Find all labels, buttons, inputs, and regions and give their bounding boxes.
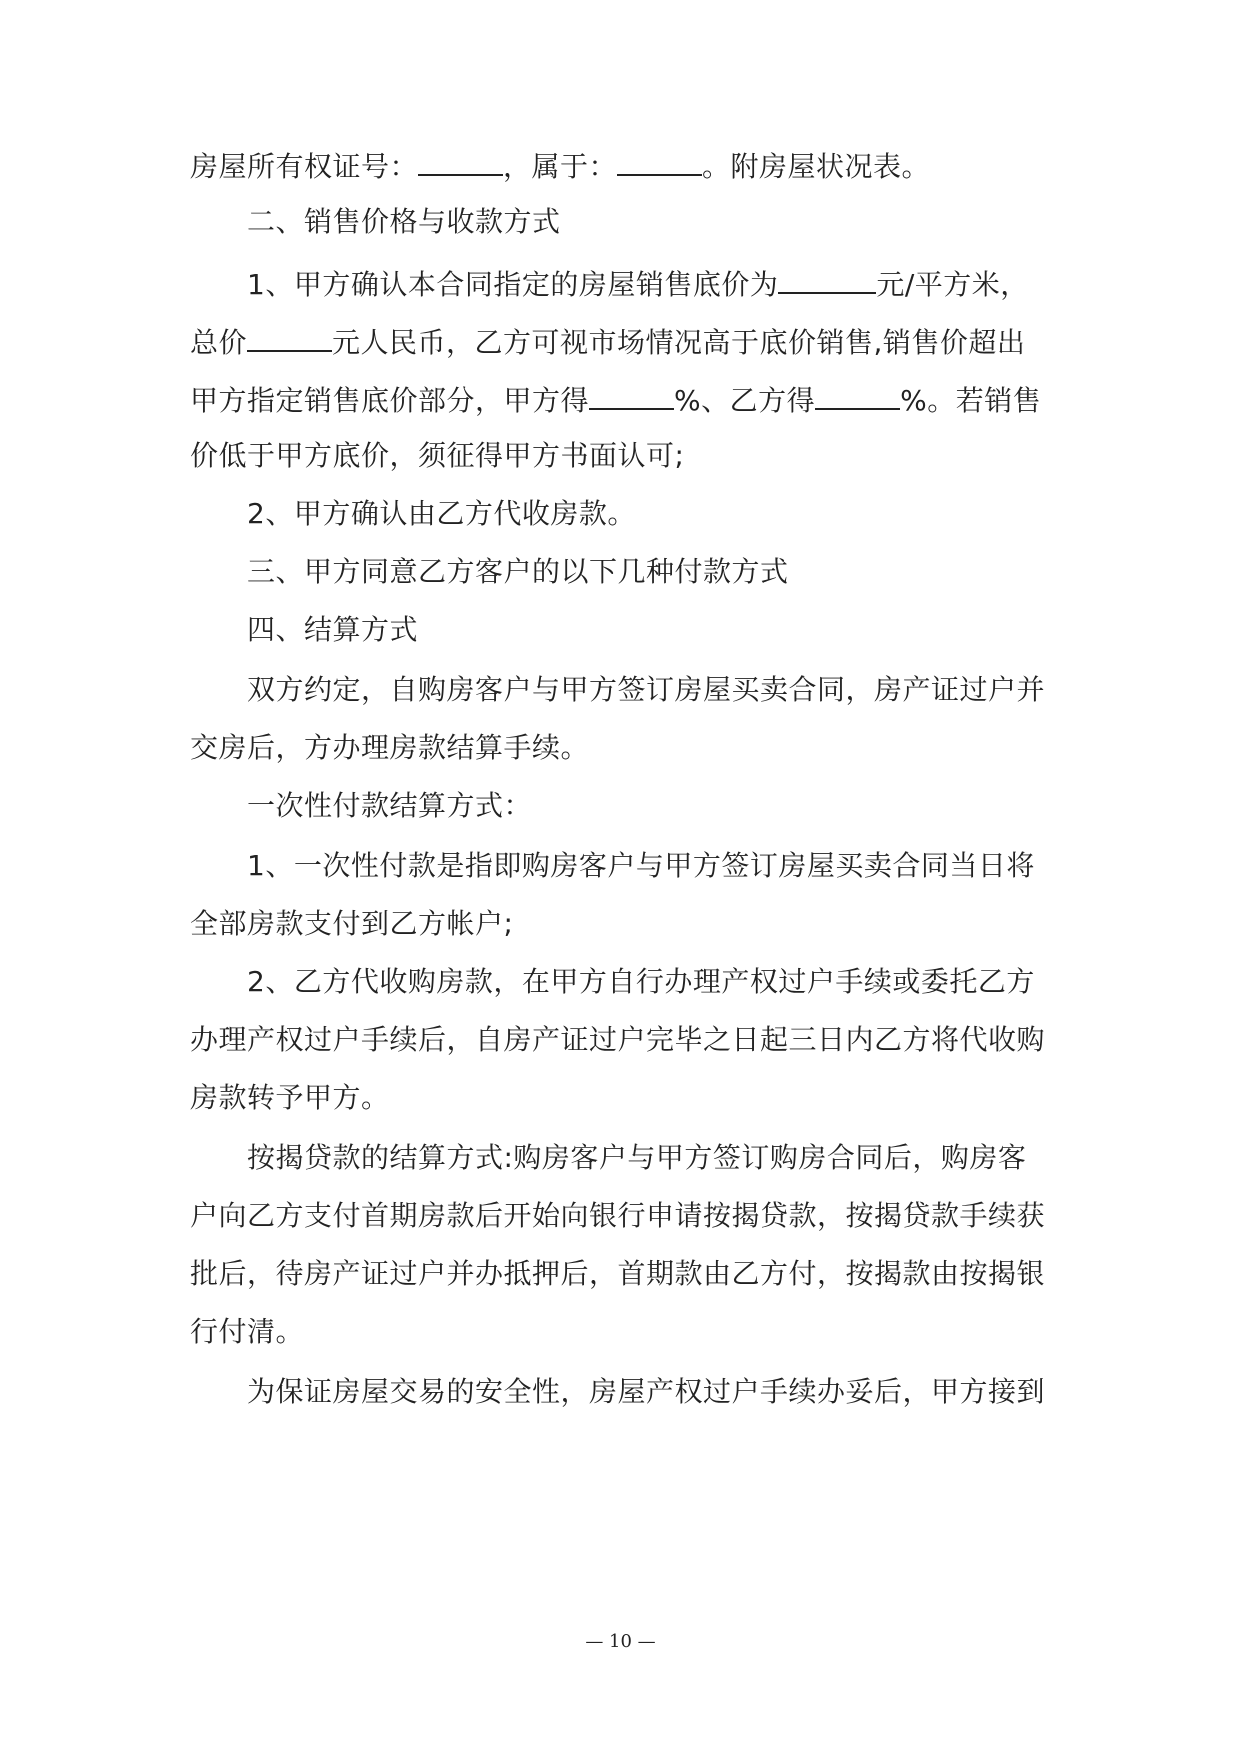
text-segment: 总价 — [190, 326, 248, 359]
paragraph-security-line-1: 为保证房屋交易的安全性，房屋产权过户手续办妥后，甲方接到 — [247, 1375, 1046, 1408]
paragraph-lump-sum-2-line-1: 2、乙方代收购房款，在甲方自行办理产权过户手续或委托乙方 — [247, 965, 1035, 998]
paragraph-lump-sum-1-line-1: 1、一次性付款是指即购房客户与甲方签订房屋买卖合同当日将 — [247, 849, 1035, 882]
paragraph-collection: 2、甲方确认由乙方代收房款。 — [247, 497, 636, 530]
blank-underline — [778, 262, 876, 294]
blank-underline — [589, 378, 674, 410]
paragraph-price-line-1 — [247, 262, 1029, 305]
paragraph-agreement-line-2: 交房后，方办理房款结算手续。 — [190, 731, 590, 764]
section-heading-3: 三、甲方同意乙方客户的以下几种付款方式 — [247, 555, 789, 588]
blank-underline — [617, 144, 702, 176]
paragraph-lump-sum-1-line-2: 全部房款支付到乙方帐户; — [190, 907, 514, 940]
text-segment: 。附房屋状况表。 — [702, 150, 931, 183]
paragraph-agreement-line-1: 双方约定，自购房客户与甲方签订房屋买卖合同，房产证过户并 — [247, 673, 1046, 706]
blank-underline — [247, 320, 332, 352]
text-segment: 1、甲方确认本合同指定的房屋销售底价为 — [247, 268, 779, 301]
page-number: — 10 — — [585, 1631, 656, 1652]
paragraph-mortgage-line-3: 批后，待房产证过户并办抵押后，首期款由乙方付，按揭款由按揭银 — [190, 1257, 1046, 1290]
paragraph-lump-sum-2-line-3: 房款转予甲方。 — [190, 1081, 390, 1114]
paragraph-lump-sum-heading: 一次性付款结算方式： — [247, 789, 533, 822]
blank-underline — [815, 378, 900, 410]
section-heading-2: 二、销售价格与收款方式 — [247, 205, 561, 238]
section-heading-4: 四、结算方式 — [247, 613, 419, 646]
text-segment: 房屋所有权证号： — [190, 150, 419, 183]
text-segment: ，属于： — [503, 150, 618, 183]
paragraph-mortgage-line-1: 按揭贷款的结算方式:购房客户与甲方签订购房合同后，购房客 — [247, 1141, 1027, 1174]
paragraph-mortgage-line-4: 行付清。 — [190, 1315, 305, 1348]
text-segment: 元人民币，乙方可视市场情况高于底价销售,销售价超出 — [332, 326, 1026, 359]
paragraph-certificate — [190, 144, 930, 187]
paragraph-price-line-4: 价低于甲方底价，须征得甲方书面认可; — [190, 439, 685, 472]
paragraph-lump-sum-2-line-2: 办理产权过户手续后，自房产证过户完毕之日起三日内乙方将代收购 — [190, 1023, 1046, 1056]
paragraph-mortgage-line-2: 户向乙方支付首期房款后开始向银行申请按揭贷款，按揭贷款手续获 — [190, 1199, 1046, 1232]
text-segment: %。若销售 — [900, 384, 1042, 417]
blank-underline — [418, 144, 503, 176]
text-segment: 甲方指定销售底价部分，甲方得 — [190, 384, 590, 417]
text-segment: %、乙方得 — [674, 384, 816, 417]
paragraph-price-line-3 — [190, 378, 1041, 421]
paragraph-price-line-2 — [190, 320, 1025, 363]
text-segment: 元/平方米， — [876, 268, 1029, 301]
